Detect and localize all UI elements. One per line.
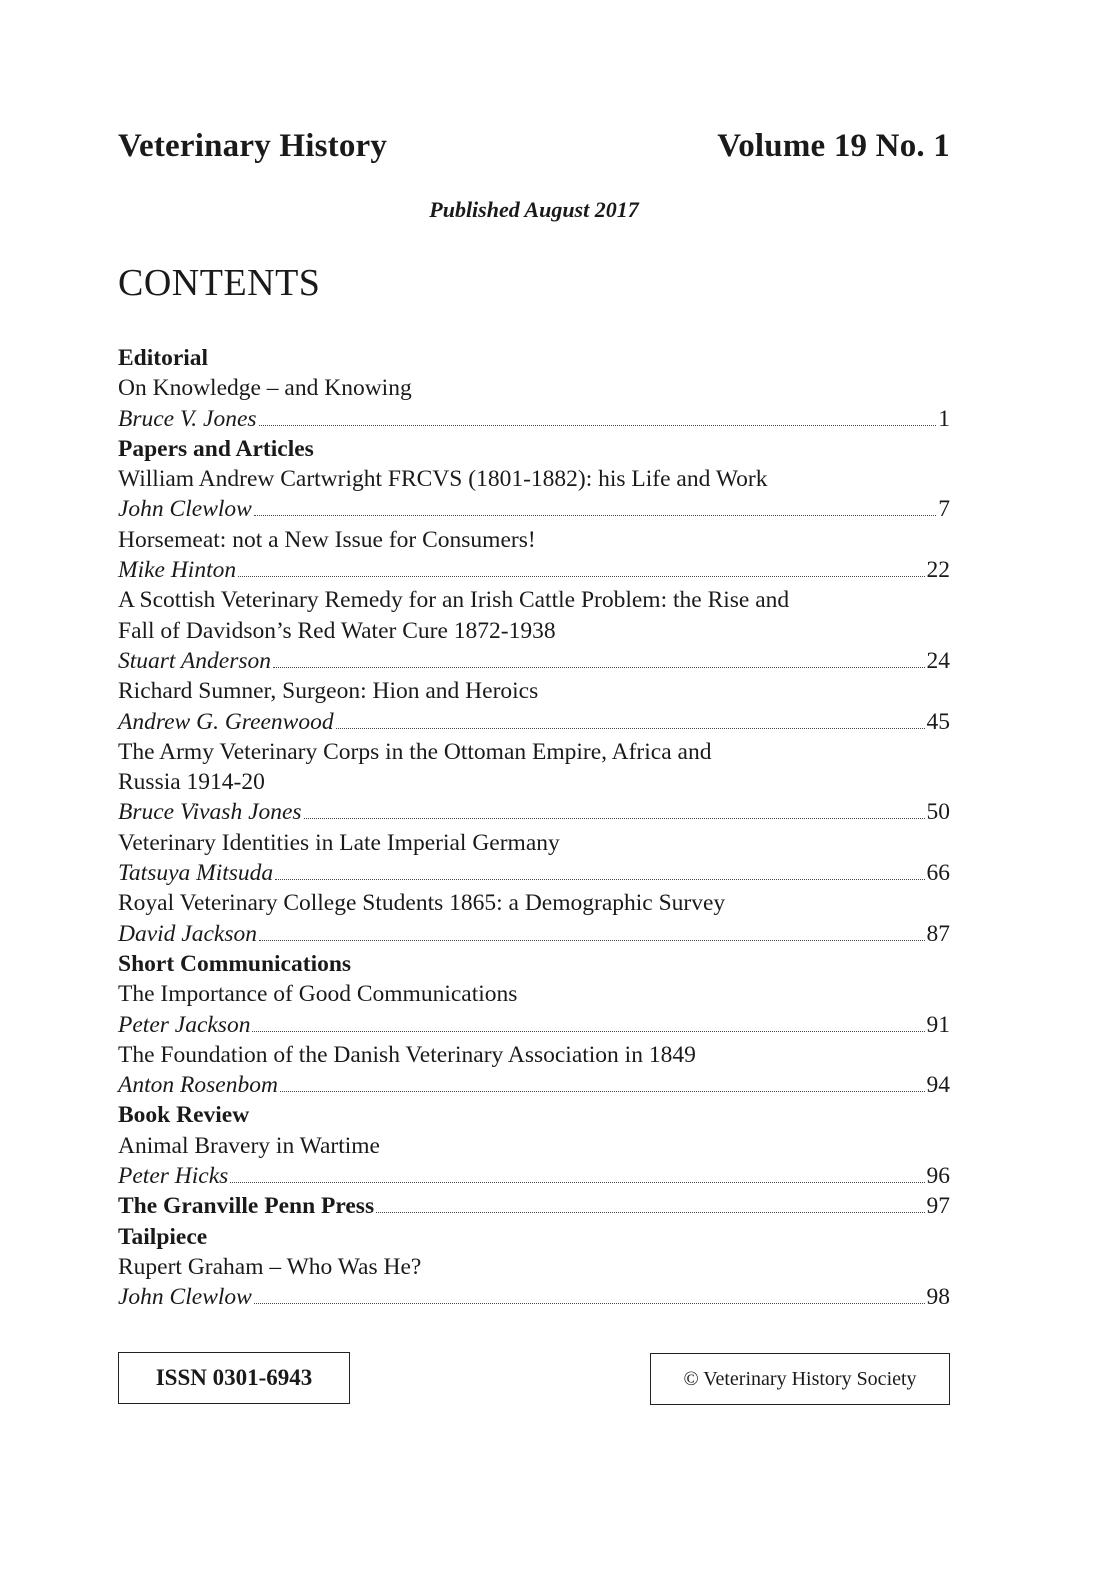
entry-title: The Foundation of the Danish Veterinary Association in 1849 (118, 1041, 696, 1068)
dot-leader (275, 878, 924, 880)
entry-page-number: 91 (926, 1011, 950, 1038)
section-heading-book-review: Book Review (118, 1102, 250, 1129)
entry-author-row (118, 1161, 950, 1191)
entry-title: Horsemeat: not a New Issue for Consumers! (118, 526, 536, 553)
entry-title: Animal Bravery in Wartime (118, 1132, 380, 1159)
section-heading-tailpiece: Tailpiece (118, 1223, 208, 1250)
entry-page-number: 98 (926, 1284, 950, 1311)
contents-page (118, 0, 950, 1572)
publication-date: Published August 2017 (429, 197, 639, 222)
section-heading-editorial: Editorial (118, 345, 209, 371)
entry-title: Veterinary Identities in Late Imperial Germany (118, 829, 560, 856)
dot-leader (252, 1030, 924, 1032)
entry-page-number: 45 (926, 708, 950, 735)
entry-title: William Andrew Cartwright FRCVS (1801-1882): his Life and Work (118, 466, 768, 493)
entry-page-number: 87 (926, 920, 950, 947)
entry-title: Richard Sumner, Surgeon: Hion and Heroics (118, 678, 539, 705)
entry-page-number: 94 (926, 1072, 950, 1099)
entry-page-number: 24 (926, 647, 950, 674)
dot-leader (280, 1090, 925, 1092)
dot-leader (304, 817, 925, 819)
dot-leader (376, 1211, 924, 1213)
entry-author-row (118, 707, 950, 737)
dot-leader (230, 1181, 924, 1183)
entry-title: The Army Veterinary Corps in the Ottoman Empire, Africa and (118, 738, 712, 765)
entry-author: David Jackson (118, 920, 257, 947)
entry-author: John Clewlow (118, 496, 252, 523)
entry-title: On Knowledge – and Knowing (118, 375, 412, 402)
entry-author: John Clewlow (118, 1284, 252, 1311)
entry-author: Peter Jackson (118, 1011, 251, 1038)
entry-page-number: 97 (926, 1193, 950, 1220)
dot-leader (254, 1302, 925, 1304)
section-heading-press: The Granville Penn Press (118, 1193, 375, 1220)
entry-author: Peter Hicks (118, 1163, 229, 1190)
copyright-box: © Veterinary History Society (650, 1353, 950, 1405)
entry-author-row (118, 555, 950, 585)
section-heading-papers: Papers and Articles (118, 435, 314, 462)
entry-page-number: 50 (926, 799, 950, 826)
entry-page-number: 66 (926, 860, 950, 887)
entry-author: Bruce V. Jones (118, 405, 257, 432)
entry-title: Royal Veterinary College Students 1865: a Demographic Survey (118, 890, 726, 917)
entry-author-row (118, 1010, 950, 1040)
entry-title: A Scottish Veterinary Remedy for an Irish Cattle Problem: the Rise and (118, 587, 790, 614)
entry-author: Tatsuya Mitsuda (118, 860, 274, 887)
page-footer (118, 1352, 950, 1406)
entry-page-number: 96 (926, 1163, 950, 1190)
entry-author-row (118, 1070, 950, 1100)
dot-leader (336, 727, 925, 729)
table-of-contents (118, 343, 950, 1313)
entry-author: Stuart Anderson (118, 647, 271, 674)
entry-page-number: 7 (938, 496, 950, 523)
entry-author-row (118, 919, 950, 949)
issn-box: ISSN 0301-6943 (118, 1352, 350, 1404)
entry-press-row (118, 1191, 950, 1221)
entry-author: Mike Hinton (118, 557, 237, 584)
dot-leader (238, 575, 924, 577)
entry-title: Rupert Graham – Who Was He? (118, 1253, 422, 1280)
entry-author-row (118, 797, 950, 827)
journal-title: Veterinary History (118, 128, 388, 164)
dot-leader (259, 939, 925, 941)
entry-author: Andrew G. Greenwood (118, 708, 334, 735)
entry-author: Bruce Vivash Jones (118, 799, 302, 826)
entry-title-continued: Fall of Davidson’s Red Water Cure 1872-1938 (118, 617, 556, 644)
entry-page-number: 1 (938, 405, 950, 432)
entry-author-row (118, 646, 950, 676)
entry-author-row (118, 494, 950, 524)
entry-title: The Importance of Good Communications (118, 981, 518, 1008)
section-heading-short-communications: Short Communications (118, 950, 352, 977)
page-header (118, 128, 950, 165)
dot-leader (259, 424, 937, 426)
entry-author: Anton Rosenbom (118, 1072, 278, 1099)
volume-number: Volume 19 No. 1 (717, 128, 950, 164)
contents-heading: CONTENTS (118, 262, 321, 304)
entry-title-continued: Russia 1914-20 (118, 769, 265, 796)
entry-author-row (118, 858, 950, 888)
entry-page-number: 22 (926, 557, 950, 584)
entry-author-row (118, 1282, 950, 1312)
dot-leader (273, 666, 925, 668)
dot-leader (254, 514, 936, 516)
entry-author-row (118, 404, 950, 434)
